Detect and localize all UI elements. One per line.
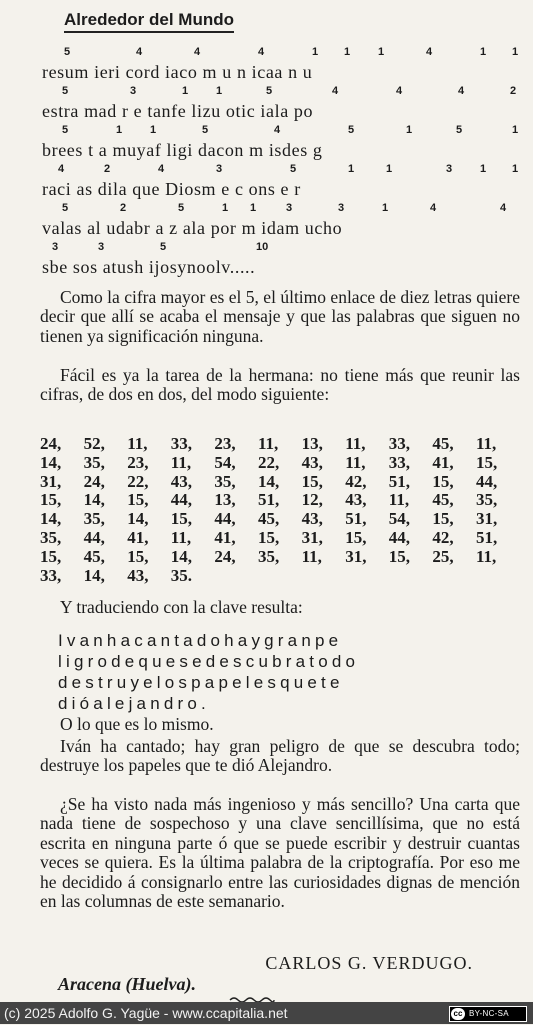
cipher-number: 1: [250, 202, 257, 214]
grid-cell: 14,: [83, 490, 105, 510]
cipher-number: 2: [120, 202, 127, 214]
grid-cell: 25,: [432, 546, 454, 566]
cipher-number: 3: [338, 202, 345, 214]
grid-cell: 11,: [345, 434, 366, 453]
cipher-number: 1: [382, 202, 389, 214]
grid-cell: 51,: [345, 509, 367, 529]
decoded-line: Ivanhacantadohaygranpe: [58, 631, 343, 650]
grid-cell: 14,: [170, 546, 193, 566]
grid-cell: 35,: [476, 490, 498, 510]
grid-cell: 33,: [40, 565, 62, 585]
grid-cell: 11,: [258, 434, 279, 453]
grid-row: [40, 491, 522, 510]
cipher-number: 4: [458, 85, 465, 97]
paragraph: Y traduciendo con la clave resulta:: [60, 597, 303, 617]
cipher-number: 5: [348, 124, 355, 136]
grid-cell: 52,: [83, 434, 105, 453]
paragraph: Fácil es ya la tarea de la hermana: no tiene más que reunir las cifras, de dos en dos, del modo siguiente:: [40, 365, 520, 405]
grid-cell: 41,: [432, 452, 454, 472]
grid-cell: 11,: [345, 452, 366, 472]
grid-cell: 14,: [258, 471, 280, 491]
grid-cell: 44,: [214, 509, 236, 529]
grid-cell: 13,: [214, 490, 236, 510]
grid-row: [40, 473, 522, 492]
cipher-number: 1: [378, 46, 385, 58]
cipher-number: 1: [116, 124, 123, 136]
paragraph: Iván ha cantado; hay gran peligro de que se descubra todo; destruye los papeles que te dió Alejandro.: [40, 736, 520, 776]
grid-cell: 44,: [83, 527, 105, 547]
cipher-number: 4: [430, 202, 437, 214]
grid-cell: 45,: [432, 434, 454, 453]
grid-cell: 45,: [432, 490, 454, 510]
grid-cell: 33,: [170, 434, 193, 453]
cipher-number: 1: [348, 163, 355, 175]
grid-cell: 15,: [476, 452, 498, 472]
license-label: BY-NC-SA: [469, 1009, 509, 1018]
cipher-number: 5: [62, 124, 69, 136]
cipher-number: 4: [136, 46, 143, 58]
copyright-footer: [0, 1002, 533, 1024]
cipher-numbers: [42, 241, 522, 255]
grid-cell: 24,: [40, 434, 62, 453]
grid-cell: 41,: [214, 527, 236, 547]
cipher-number: 1: [512, 124, 519, 136]
grid-cell: 13,: [301, 434, 323, 453]
cipher-number: 4: [332, 85, 339, 97]
cipher-number: 3: [98, 241, 105, 253]
grid-cell: 31,: [345, 546, 367, 566]
grid-cell: 11,: [170, 527, 192, 547]
cipher-number: 5: [202, 124, 209, 136]
decoded-line: ligrodequesedescubratodo: [58, 652, 360, 671]
cipher-number: 5: [266, 85, 273, 97]
cipher-numbers: [42, 46, 522, 60]
cipher-number: 1: [216, 85, 223, 97]
grid-cell: 11,: [388, 490, 410, 510]
cipher-row: [42, 46, 522, 85]
grid-cell: 11,: [127, 434, 148, 453]
grid-cell: 42,: [345, 471, 367, 491]
cipher-row: [42, 163, 522, 202]
grid-cell: 43,: [345, 490, 367, 510]
cipher-number: 1: [512, 46, 519, 58]
cipher-letters: raci as dila que Diosm e c ons e r: [42, 179, 301, 199]
cipher-row: [42, 202, 522, 241]
grid-cell: 14,: [83, 565, 105, 585]
grid-cell: 23,: [214, 434, 236, 453]
grid-cell: 15,: [432, 471, 454, 491]
cipher-letters: brees t a muyaf ligi dacon m isdes g: [42, 140, 323, 160]
grid-cell: 15,: [301, 471, 323, 491]
grid-cell: 23,: [127, 452, 149, 472]
decoded-line: dióalejandro.: [58, 694, 210, 713]
grid-cell: 11,: [170, 452, 192, 472]
cipher-number: 2: [104, 163, 111, 175]
grid-cell: 35,: [40, 527, 62, 547]
cipher-number: 5: [178, 202, 185, 214]
cipher-number: 4: [426, 46, 433, 58]
grid-cell: 15,: [388, 546, 411, 566]
cipher-number: 3: [130, 85, 137, 97]
grid-cell: 22,: [258, 452, 280, 472]
grid-cell: 33,: [388, 452, 411, 472]
grid-cell: 35,: [83, 452, 105, 472]
grid-cell: 15,: [127, 490, 149, 510]
grid-cell: 24,: [83, 471, 105, 491]
grid-cell: 44,: [476, 471, 498, 491]
cipher-letters: estra mad r e tanfe lizu otic iala po: [42, 101, 314, 121]
grid-cell: 35.: [170, 565, 193, 585]
cipher-numbers: [42, 163, 522, 177]
cipher-row: [42, 85, 522, 124]
grid-cell: 43,: [127, 565, 149, 585]
cipher-number: 3: [286, 202, 293, 214]
cipher-number: 1: [386, 163, 393, 175]
cipher-number: 1: [512, 163, 519, 175]
grid-row: [40, 435, 522, 454]
grid-cell: 43,: [301, 452, 323, 472]
grid-cell: 51,: [258, 490, 280, 510]
grid-cell: 45,: [258, 509, 280, 529]
grid-cell: 44,: [170, 490, 193, 510]
grid-cell: 24,: [214, 546, 236, 566]
grid-cell: 31,: [301, 527, 323, 547]
grid-cell: 31,: [40, 471, 62, 491]
grid-cell: 15,: [40, 490, 62, 510]
grid-row: [40, 548, 522, 567]
section-header: Alrededor del Mundo: [64, 10, 234, 33]
cc-icon: cc: [451, 1008, 465, 1020]
cipher-number: 1: [344, 46, 351, 58]
cipher-number: 1: [406, 124, 413, 136]
cipher-number: 4: [500, 202, 507, 214]
license-badge[interactable]: [449, 1006, 527, 1022]
grid-cell: 12,: [301, 490, 323, 510]
grid-cell: 35,: [214, 471, 236, 491]
paragraph: Como la cifra mayor es el 5, el último enlace de diez letras quiere decir que allí se acaba el mensaje y que las palabras que siguen no tienen ya significación ninguna.: [40, 287, 520, 346]
grid-cell: 51,: [388, 471, 411, 491]
cipher-number: 1: [480, 46, 487, 58]
decoded-line: destruyelospapelesquete: [58, 673, 344, 692]
place-line: Aracena (Huelva).: [58, 974, 196, 994]
cipher-number: 4: [258, 46, 265, 58]
grid-cell: 54,: [214, 452, 236, 472]
cipher-number: 1: [150, 124, 157, 136]
cipher-number: 3: [52, 241, 59, 253]
cipher-number: 4: [396, 85, 403, 97]
grid-cell: 43,: [301, 509, 323, 529]
grid-row: [40, 529, 522, 548]
grid-cell: 41,: [127, 527, 149, 547]
grid-cell: 14,: [127, 509, 149, 529]
cipher-number: 4: [194, 46, 201, 58]
cipher-number: 1: [312, 46, 319, 58]
copyright-text: (c) 2025 Adolfo G. Yagüe - www.ccapitalia.net: [4, 1005, 288, 1021]
grid-cell: 43,: [170, 471, 193, 491]
cipher-number: 5: [456, 124, 463, 136]
grid-cell: 54,: [388, 509, 411, 529]
cipher-number: 5: [290, 163, 297, 175]
cipher-numbers: [42, 124, 522, 138]
grid-cell: 15,: [258, 527, 280, 547]
grid-cell: 14,: [40, 509, 62, 529]
cipher-numbers: [42, 202, 522, 216]
cipher-number: 1: [222, 202, 229, 214]
paragraph: ¿Se ha visto nada más ingenioso y más sencillo? Una carta que nada tiene de sospechoso y una clave sencillísima, que no está escrita en ninguna parte ó que se puede escribir y destruir cuantas veces se quiera. Es la última palabra de la criptografía. Por eso me he decidido á consignarlo entre las curiosidades dignas de mención en las columnas de este semanario.: [40, 794, 520, 912]
grid-cell: 22,: [127, 471, 149, 491]
grid-cell: 11,: [476, 434, 497, 453]
cipher-row: [42, 241, 522, 280]
cipher-number: 3: [216, 163, 223, 175]
cipher-number: 5: [62, 85, 69, 97]
cipher-number: 4: [58, 163, 65, 175]
grid-cell: 51,: [476, 527, 498, 547]
cipher-row: [42, 124, 522, 163]
cipher-number: 5: [62, 202, 69, 214]
author-signature: CARLOS G. VERDUGO.: [265, 953, 473, 973]
cipher-letters: sbe sos atush ijosynoolv.....: [42, 257, 256, 277]
grid-cell: 15,: [432, 509, 454, 529]
grid-cell: 15,: [345, 527, 367, 547]
grid-cell: 35,: [83, 509, 105, 529]
grid-cell: 35,: [258, 546, 280, 566]
cipher-number: 3: [446, 163, 453, 175]
grid-cell: 44,: [388, 527, 411, 547]
cipher-number: 4: [158, 163, 165, 175]
number-grid: [40, 435, 522, 585]
grid-cell: 14,: [40, 452, 62, 472]
grid-cell: 33,: [388, 434, 411, 453]
grid-row: [40, 567, 522, 586]
grid-row: [40, 510, 522, 529]
grid-cell: 45,: [83, 546, 105, 566]
grid-cell: 31,: [476, 509, 498, 529]
cipher-number: 2: [510, 85, 517, 97]
grid-cell: 15,: [40, 546, 62, 566]
grid-cell: 15,: [127, 546, 149, 566]
grid-cell: 11,: [476, 546, 497, 566]
cipher-number: 1: [182, 85, 189, 97]
cipher-number: 5: [160, 241, 167, 253]
cipher-letters: valas al udabr a z ala por m idam ucho: [42, 218, 343, 238]
grid-cell: 15,: [170, 509, 193, 529]
cipher-numbers: [42, 85, 522, 99]
cipher-number: 5: [64, 46, 71, 58]
cipher-letters: resum ieri cord iaco m u n icaa n u: [42, 62, 313, 82]
cipher-block: [42, 46, 522, 280]
decoded-message: [58, 630, 520, 714]
grid-row: [40, 454, 522, 473]
cipher-number: 10: [256, 241, 269, 253]
grid-cell: 42,: [432, 527, 454, 547]
paragraph: O lo que es lo mismo.: [60, 714, 214, 734]
grid-cell: 11,: [301, 546, 322, 566]
cipher-number: 4: [274, 124, 281, 136]
cipher-number: 1: [480, 163, 487, 175]
